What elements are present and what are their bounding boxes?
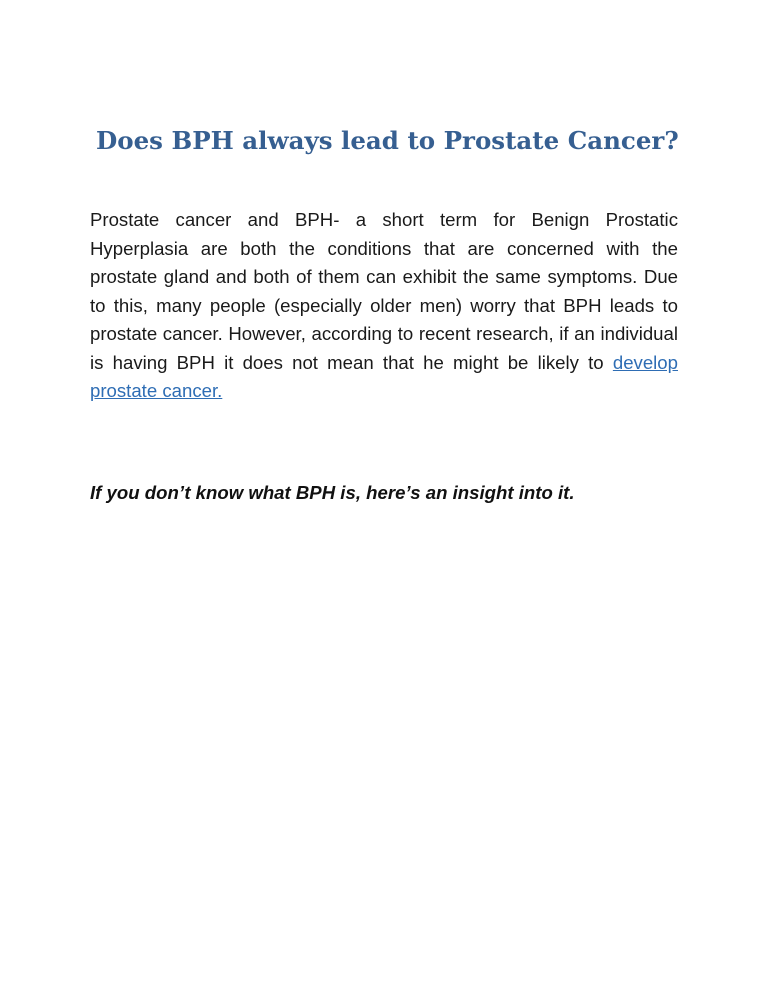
document-title: Does BPH always lead to Prostate Cancer? <box>96 126 679 155</box>
develop-prostate-cancer-link[interactable]: develop prostate cancer. <box>90 351 678 401</box>
intro-paragraph <box>90 206 678 406</box>
intro-paragraph-text: Prostate cancer and BPH- a short term for Benign Prostatic Hyperplasia are both the conditions that are concerned with the prostate gland and both of them can exhibit the same symptoms. Due to this, many people (especially older men) worry that BPH leads to prostate cancer. However, according to recent research, if an individual is having BPH it does not mean that he might be likely to <box>90 209 678 373</box>
insight-line: If you don’t know what BPH is, here’s an insight into it. <box>90 482 575 503</box>
